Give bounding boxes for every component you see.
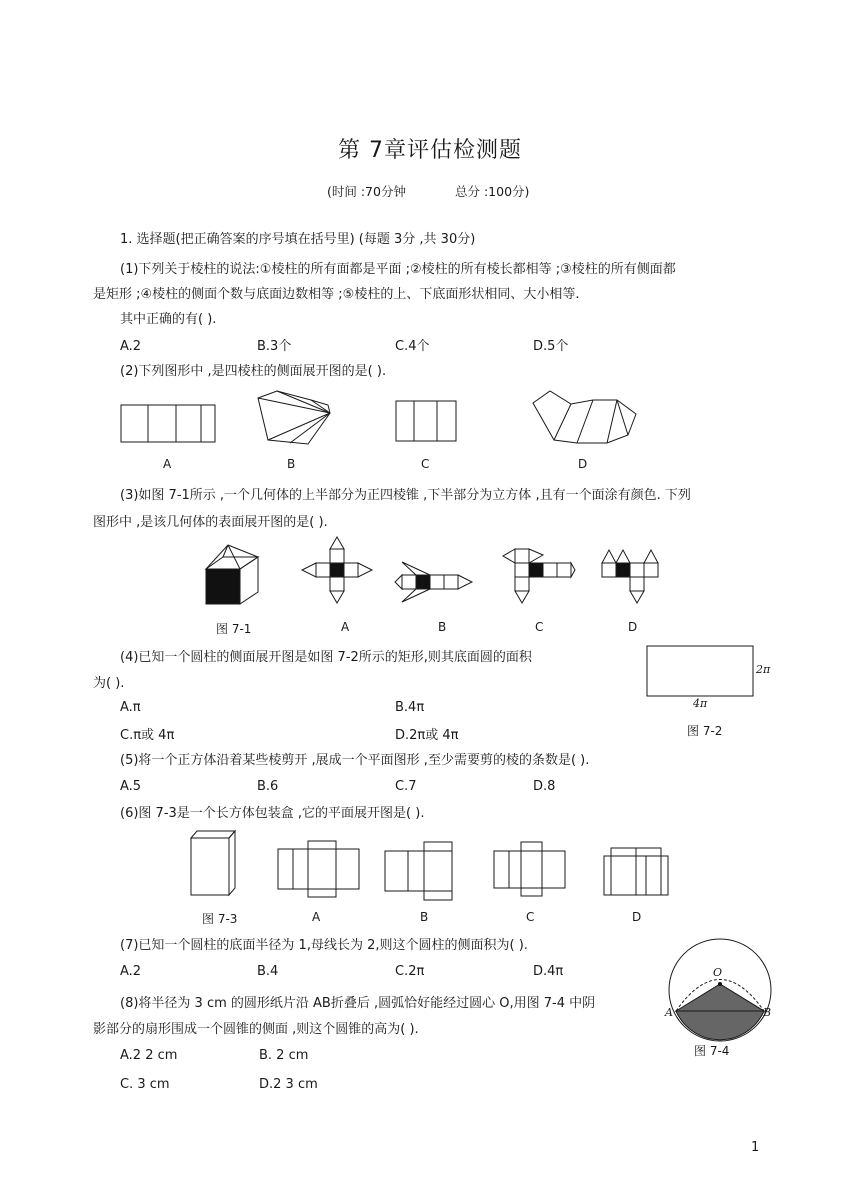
q4-option-a: A.π [120, 700, 141, 715]
q5-option-b: B.6 [257, 779, 279, 794]
q5-text: (5)将一个正方体沿着某些棱剪开 ,展成一个平面图形 ,至少需要剪的棱的条数是( ). [120, 753, 590, 768]
q3-label-d: D [628, 620, 638, 634]
q4-option-c: C.π或 4π [120, 728, 175, 743]
fig-7-3-label: 图 7-3 [202, 912, 238, 926]
q1-option-d: D.5个 [533, 339, 569, 354]
q4-option-d: D.2π或 4π [395, 728, 459, 743]
q7-option-b: B.4 [257, 964, 279, 979]
q4-line2: 为( ). [93, 676, 125, 691]
time-limit: (时间 :70分钟 [327, 184, 406, 199]
q1-option-a: A.2 [120, 339, 142, 354]
page-number: 1 [751, 1140, 760, 1155]
q8-option-d: D.2 3 cm [259, 1077, 318, 1092]
q5-option-c: C.7 [395, 779, 417, 794]
q3-line1: (3)如图 7-1所示 ,一个几何体的上半部分为正四棱锥 ,下半部分为立方体 ,且有一个面涂有颜色. 下列 [120, 488, 691, 503]
q1-line2: 是矩形 ;④棱柱的侧面个数与底面边数相等 ;⑤棱柱的上、下底面形状相同、大小相等. [93, 287, 580, 302]
fig-7-4-point-o: O [713, 966, 723, 979]
q4-line1: (4)已知一个圆柱的侧面展开图是如图 7-2所示的矩形,则其底面圆的面积 [120, 650, 532, 665]
fig-7-2-bottom-label: 4π [693, 697, 708, 710]
section-heading: 1. 选择题(把正确答案的序号填在括号里) (每题 3分 ,共 30分) [120, 232, 476, 247]
fig-7-4-point-b: B [763, 1006, 772, 1019]
q7-text: (7)已知一个圆柱的底面半径为 1,母线长为 2,则这个圆柱的侧面积为( ). [120, 938, 528, 953]
page-title: 第 7章评估检测题 [338, 138, 522, 163]
q3-label-c: C [535, 620, 544, 634]
q6-label-d: D [632, 910, 642, 924]
fig-7-2-label: 图 7-2 [687, 724, 723, 738]
q1-option-c: C.4个 [395, 339, 430, 354]
q8-line2: 影部分的扇形围成一个圆锥的侧面 ,则这个圆锥的高为( ). [93, 1022, 419, 1037]
q3-label-b: B [438, 620, 447, 634]
q6-label-a: A [312, 910, 321, 924]
q6-text: (6)图 7-3是一个长方体包装盒 ,它的平面展开图是( ). [120, 806, 425, 821]
fig-7-4-point-a: A [665, 1006, 673, 1019]
total-score: 总分 :100分) [455, 184, 530, 199]
q4-option-b: B.4π [395, 700, 425, 715]
q8-line1: (8)将半径为 3 cm 的圆形纸片沿 AB折叠后 ,圆弧恰好能经过圆心 O,用图 7-4 中阴 [120, 996, 596, 1011]
q8-option-b: B. 2 cm [259, 1048, 309, 1063]
fig-7-4-label: 图 7-4 [694, 1044, 730, 1058]
q5-option-a: A.5 [120, 779, 142, 794]
q8-option-c: C. 3 cm [120, 1077, 170, 1092]
q7-option-d: D.4π [533, 964, 564, 979]
q1-line3: 其中正确的有( ). [120, 312, 217, 327]
q7-option-a: A.2 [120, 964, 142, 979]
q2-label-a: A [163, 457, 172, 471]
q5-option-d: D.8 [533, 779, 556, 794]
q6-label-b: B [420, 910, 429, 924]
fig-7-2-side-label: 2π [756, 663, 771, 676]
q3-line2: 图形中 ,是该几何体的表面展开图的是( ). [93, 515, 328, 530]
q2-label-c: C [421, 457, 430, 471]
q1-option-b: B.3个 [257, 339, 292, 354]
q2-label-d: D [578, 457, 588, 471]
q6-label-c: C [526, 910, 535, 924]
q2-text: (2)下列图形中 ,是四棱柱的侧面展开图的是( ). [120, 364, 387, 379]
q7-option-c: C.2π [395, 964, 425, 979]
q8-option-a: A.2 2 cm [120, 1048, 178, 1063]
q1-line1: (1)下列关于棱柱的说法:①棱柱的所有面都是平面 ;②棱柱的所有棱长都相等 ;③棱柱的所有侧面都 [120, 262, 676, 277]
fig-7-1-label: 图 7-1 [216, 622, 252, 636]
q2-label-b: B [287, 457, 296, 471]
q3-label-a: A [341, 620, 350, 634]
